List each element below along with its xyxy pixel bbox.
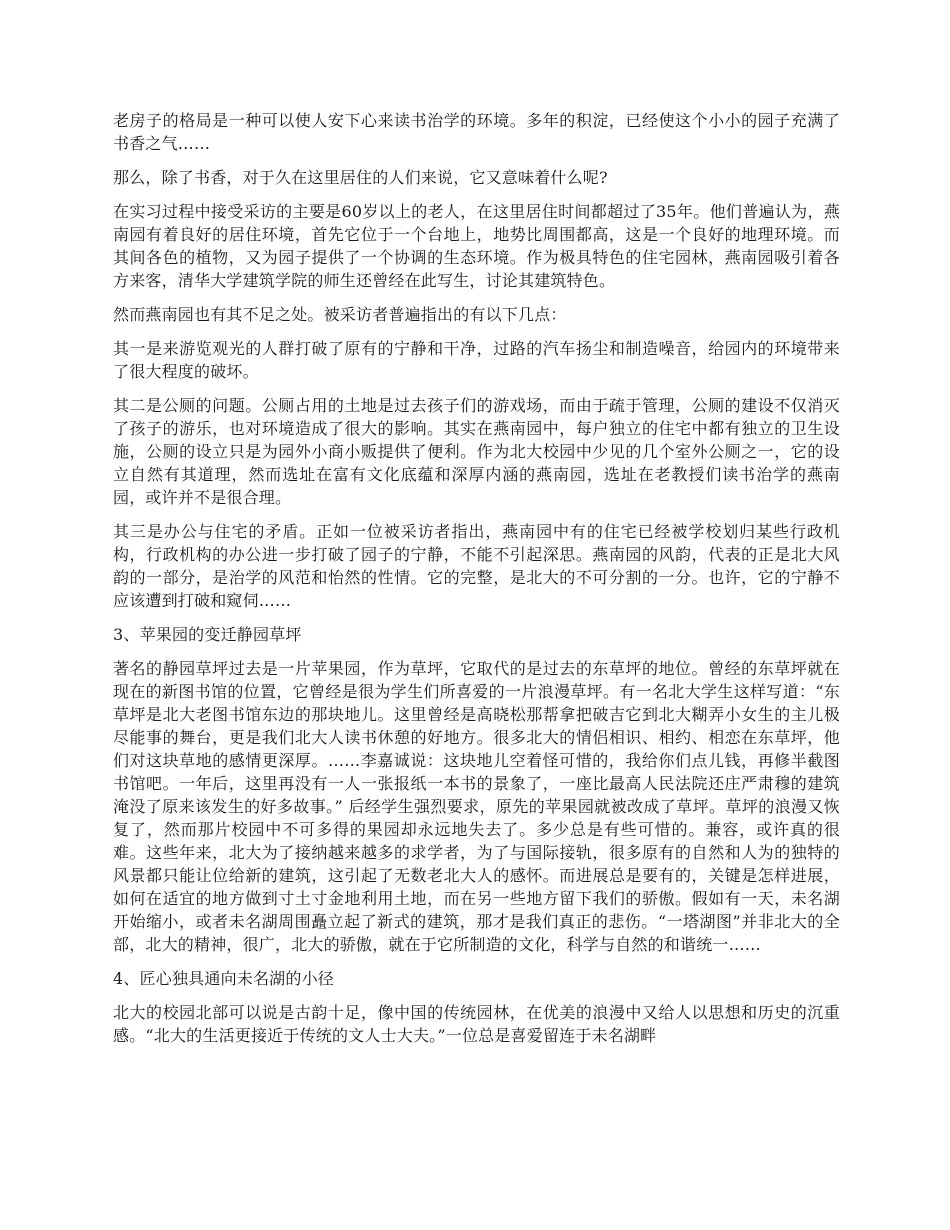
paragraph: 那么，除了书香，对于久在这里居住的人们来说，它又意味着什么呢? (113, 168, 608, 187)
document-page (113, 109, 840, 1058)
paragraph: 老房子的格局是一种可以使人安下心来读书治学的环境。多年的积淀，已经使这个小小的园子充满了书香之气…… (113, 111, 840, 153)
paragraph: 其二是公厕的问题。公厕占用的土地是过去孩子们的游戏场，而由于疏于管理，公厕的建设不仅消灭了孩子的游乐，也对环境造成了很大的影响。其实在燕南园中，每户独立的住宅中都有独立的卫生设施，公厕的设立只是为园外小商小贩提供了便利。作为北大校园中少见的几个室外公厕之一，它的设立自然有其道理，然而选址在富有文化底蕴和深厚内涵的燕南园，选址在老教授们读书治学的燕南园，或许并不是很合理。 (113, 396, 840, 507)
paragraph: 然而燕南园也有其不足之处。被采访者普遍指出的有以下几点： (113, 305, 567, 324)
paragraph: 其三是办公与住宅的矛盾。正如一位被采访者指出，燕南园中有的住宅已经被学校划归某些行政机构，行政机构的办公进一步打破了园子的宁静，不能不引起深思。燕南园的风韵，代表的正是北大风韵的一部分，是治学的风范和怡然的性情。它的完整，是北大的不可分割的一分。也许，它的宁静不应该遭到打破和窥伺…… (113, 522, 840, 610)
paragraph: 北大的校园北部可以说是古韵十足，像中国的传统园林，在优美的浪漫中又给人以思想和历史的沉重感。“北大的生活更接近于传统的文人士大夫。”一位总是喜爱留连于未名湖畔 (113, 1003, 840, 1045)
paragraph: 著名的静园草坪过去是一片苹果园，作为草坪，它取代的是过去的东草坪的地位。曾经的东草坪就在现在的新图书馆的位置，它曾经是很为学生们所喜爱的一片浪漫草坪。有一名北大学生这样写道：“东草坪是北大老图书馆东边的那块地儿。这里曾经是高晓松那帮拿把破吉它到北大糊弄小女生的主儿极尽能事的舞台，更是我们北大人读书休憩的好地方。很多北大的情侣相识、相约、相恋在东草坪，他们对这块草地的感情更深厚。……李嘉诚说：这块地儿空着怪可惜的，我给你们点儿钱，再修半截图书馆吧。一年后，这里再没有一人一张报纸一本书的景象了，一座比最高人民法院还庄严肃穆的建筑淹没了原来该发生的好多故事。” 后经学生强烈要求，原先的苹果园就被改成了草坪。草坪的浪漫又恢复了，然而那片校园中不可多得的果园却永远地失去了。多少总是有些可惜的。兼容，或许真的很难。这些年来，北大为了接纳越来越多的求学者，为了与国际接轨，很多原有的自然和人为的独特的风景都只能让位给新的建筑，这引起了无数老北大人的感怀。而进展总是要有的，关键是怎样进展，如何在适宜的地方做到寸土寸金地利用土地，而在另一些地方留下我们的骄傲。假如有一天，未名湖开始缩小，或者未名湖周围矗立起了新式的建筑，那才是我们真正的悲伤。“一塔湖图”并非北大的全部，北大的精神，很广，北大的骄傲，就在于它所制造的文化，科学与自然的和谐统一…… (113, 659, 840, 954)
paragraph: 其一是来游览观光的人群打破了原有的宁静和干净，过路的汽车扬尘和制造噪音，给园内的环境带来了很大程度的破坏。 (113, 339, 840, 381)
paragraph: 在实习过程中接受采访的主要是60岁以上的老人，在这里居住时间都超过了35年。他们普遍认为，燕南园有着良好的居住环境，首先它位于一个台地上，地势比周围都高，这是一个良好的地理环境。而其间各色的植物，又为园子提供了一个协调的生态环境。作为极具特色的住宅园林，燕南园吸引着各方来客，清华大学建筑学院的师生还曾经在此写生，讨论其建筑特色。 (113, 202, 840, 290)
section-heading: 3、苹果园的变迁静园草坪 (113, 625, 302, 644)
section-heading: 4、匠心独具通向未名湖的小径 (113, 969, 334, 988)
